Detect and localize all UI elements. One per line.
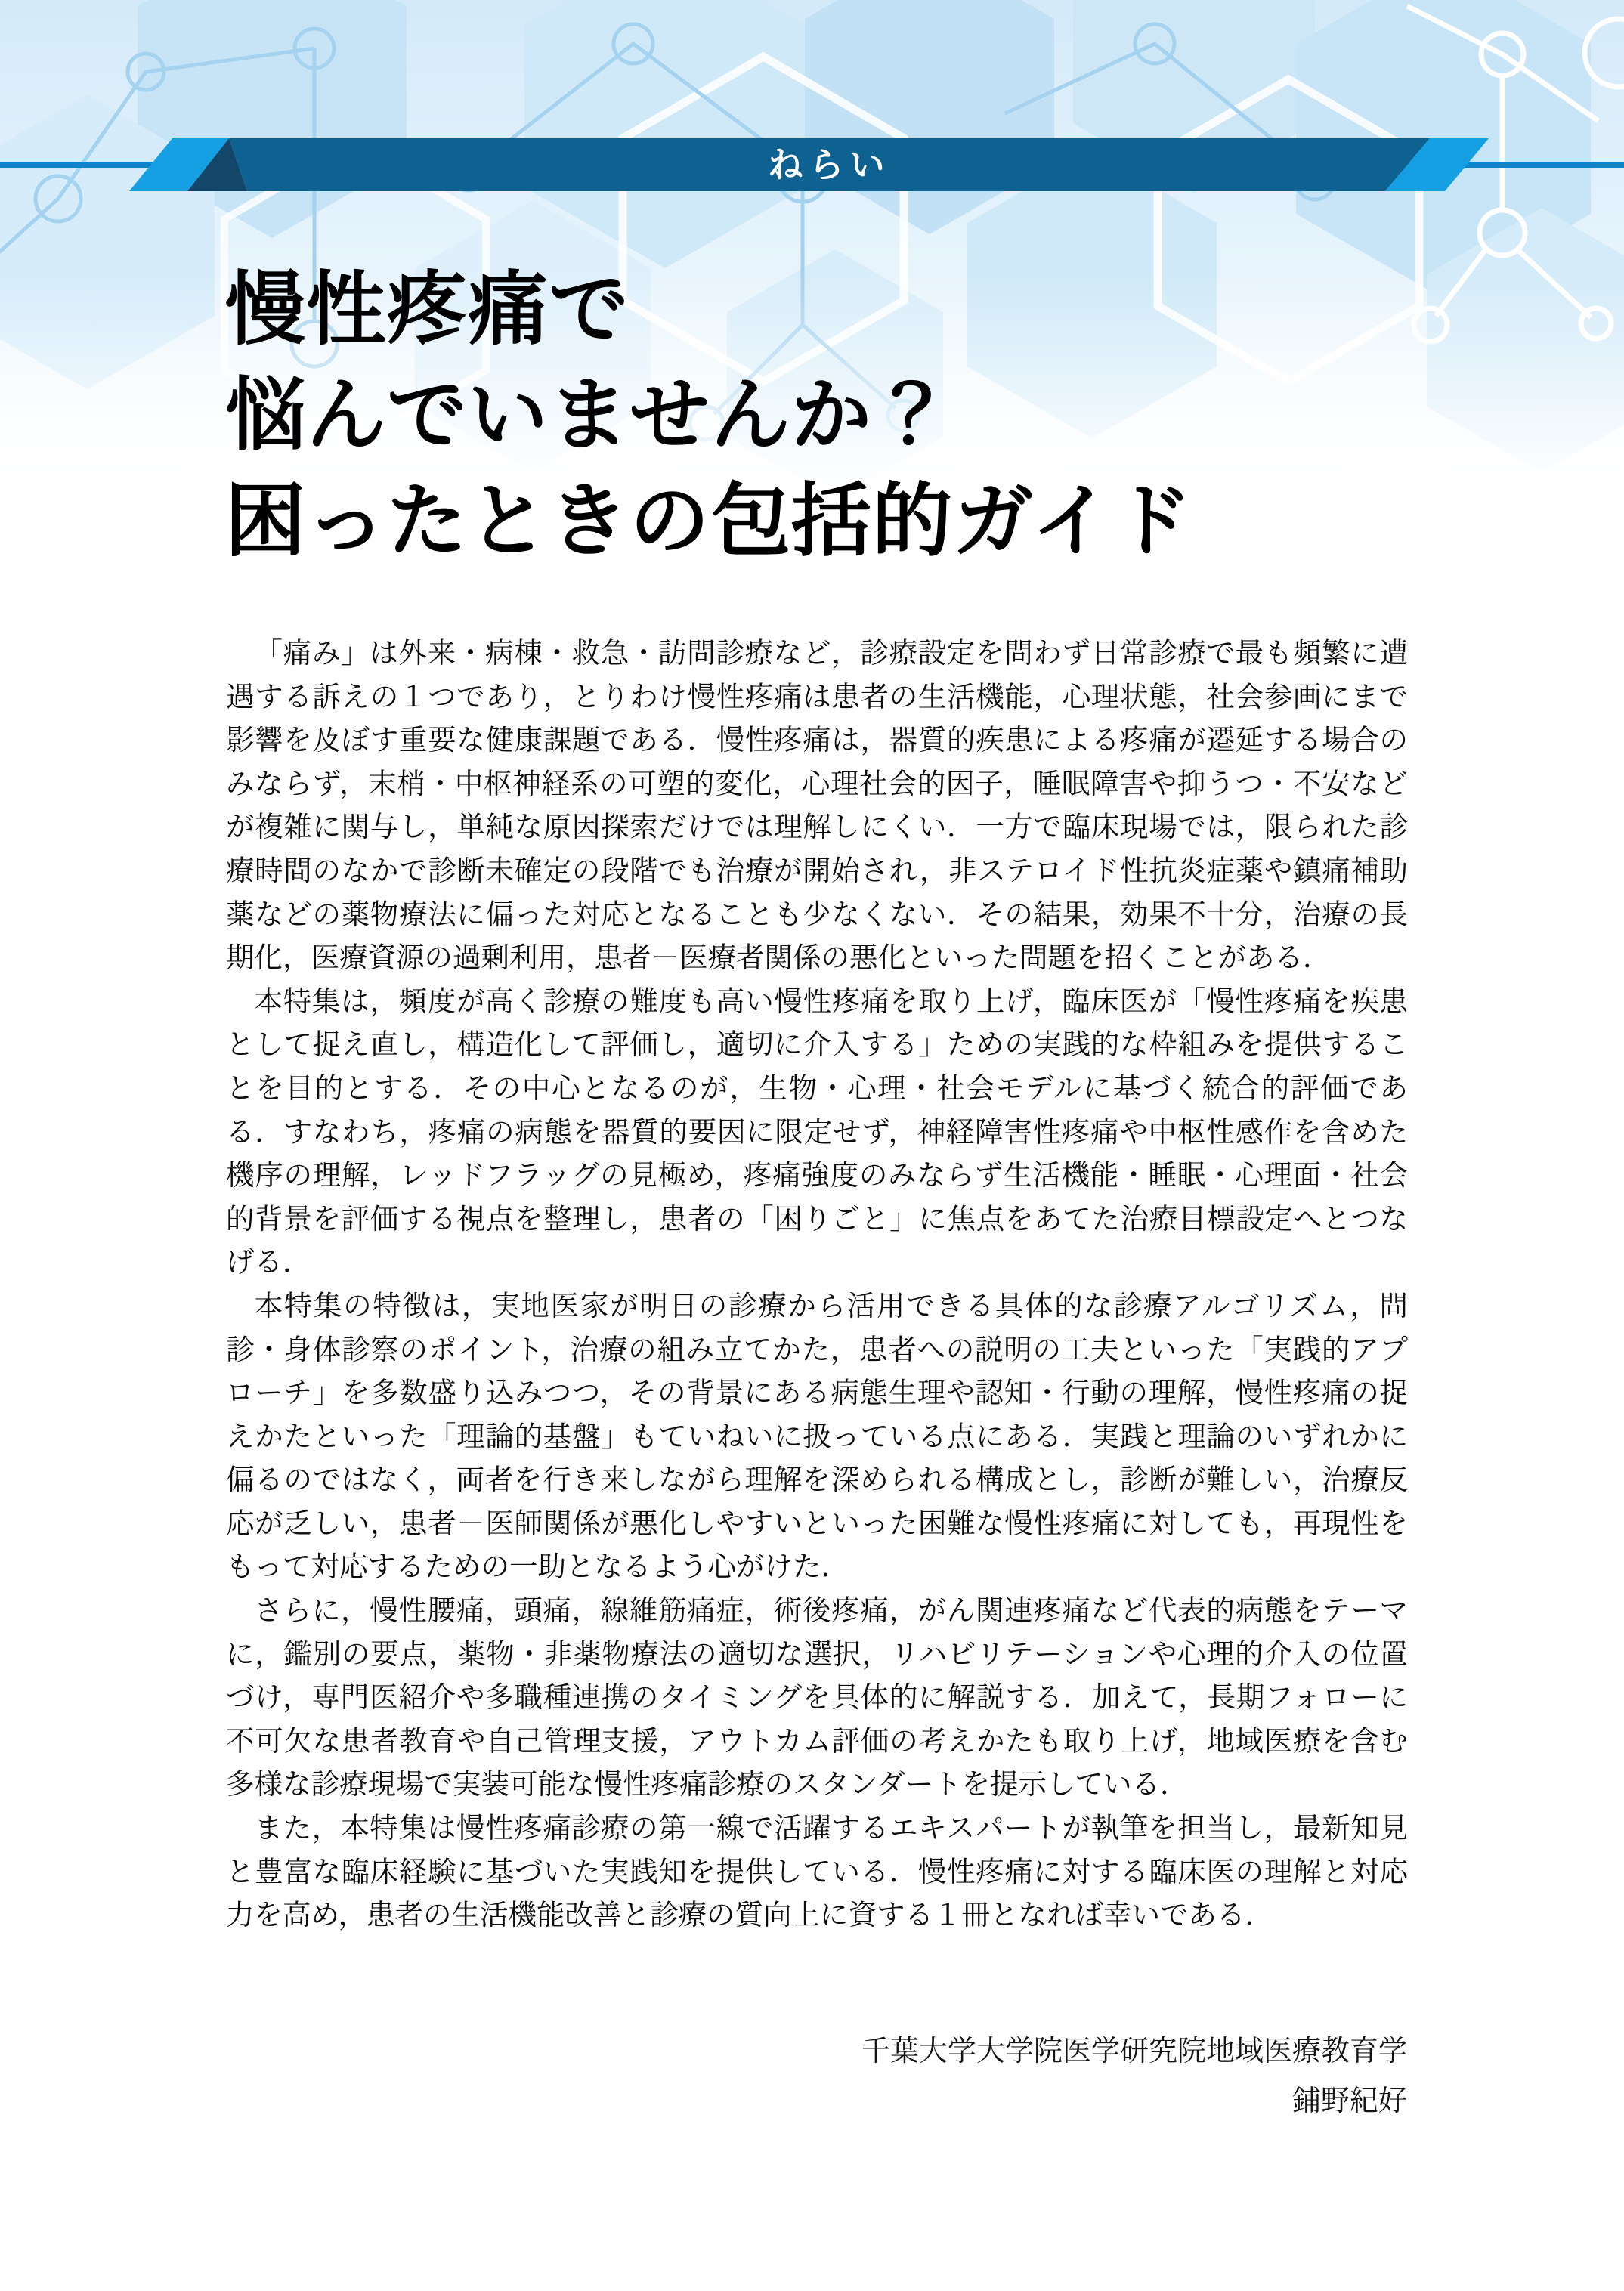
paragraph-3: 本特集の特徴は，実地医家が明日の診療から活用できる具体的な診療アルゴリズム，問診・身体診察のポイント，治療の組み立てかた，患者への説明の工夫といった「実践的アプローチ」を多数盛り込みつつ，その背景にある病態生理や認知・行動の理解，慢性疼痛の捉えかたといった「理論的基盤」もていねいに扱っている点にある．実践と理論のいずれかに偏るのではなく，両者を行き来しながら理解を深められる構成とし，診断が難しい，治療反応が乏しい，患者－医師関係が悪化しやすいといった困難な慢性疼痛に対しても，再現性をもって対応するための一助となるよう心がけた．: [226, 1289, 1408, 1583]
page-title-line-1: 慢性疼痛で: [225, 265, 629, 354]
section-banner-label: ねらい: [768, 145, 891, 184]
page-title: [225, 257, 1510, 574]
lead-text: [226, 632, 1408, 1937]
page-title-line-3: 困ったときの包括的ガイド: [225, 477, 1193, 566]
author-affiliation: 千葉大学大学院医学研究院地域医療教育学: [861, 2036, 1407, 2067]
signature-block: [500, 2027, 1407, 2126]
paragraph-1: 「痛み」は外来・病棟・救急・訪問診療など，診療設定を問わず日常診療で最も頻繁に遭遇する訴えの１つであり，とりわけ慢性疼痛は患者の生活機能，心理状態，社会参画にまで影響を及ぼす重要な健康課題である．慢性疼痛は，器質的疾患による疼痛が遷延する場合のみならず，末梢・中枢神経系の可塑的変化，心理社会的因子，睡眠障害や抑うつ・不安などが複雑に関与し，単純な原因探索だけでは理解しにくい．一方で臨床現場では，限られた診療時間のなかで診断未確定の段階でも治療が開始され，非ステロイド性抗炎症薬や鎮痛補助薬などの薬物療法に偏った対応となることも少なくない．その結果，効果不十分，治療の長期化，医療資源の過剰利用，患者－医療者関係の悪化といった問題を招くことがある．: [226, 637, 1408, 974]
page-title-line-2: 悩んでいませんか？: [225, 371, 953, 460]
author-name: 鋪野紀好: [1291, 2085, 1407, 2117]
paragraph-4: さらに，慢性腰痛，頭痛，線維筋痛症，術後疼痛，がん関連疼痛など代表的病態をテーマに，鑑別の要点，薬物・非薬物療法の適切な選択，リハビリテーションや心理的介入の位置づけ，専門医紹介や多職種連携のタイミングを具体的に解説する．加えて，長期フォローに不可欠な患者教育や自己管理支援，アウトカム評価の考えかたも取り上げ，地域医療を含む多様な診療現場で実装可能な慢性疼痛診療のスタンダートを提示している．: [226, 1594, 1408, 1801]
paragraph-2: 本特集は，頻度が高く診療の難度も高い慢性疼痛を取り上げ，臨床医が「慢性疼痛を疾患として捉え直し，構造化して評価し，適切に介入する」ための実践的な枠組みを提供することを目的とする．その中心となるのが，生物・心理・社会モデルに基づく統合的評価である．すなわち，疼痛の病態を器質的要因に限定せず，神経障害性疼痛や中枢性感作を含めた機序の理解，レッドフラッグの見極め，疼痛強度のみならず生活機能・睡眠・心理面・社会的背景を評価する視点を整理し，患者の「困りごと」に焦点をあてた治療目標設定へとつなげる．: [226, 985, 1408, 1278]
paragraph-5: また，本特集は慢性疼痛診療の第一線で活躍するエキスパートが執筆を担当し，最新知見と豊富な臨床経験に基づいた実践知を提供している．慢性疼痛に対する臨床医の理解と対応力を高め，患者の生活機能改善と診療の質向上に資する１冊となれば幸いである．: [226, 1812, 1408, 1931]
